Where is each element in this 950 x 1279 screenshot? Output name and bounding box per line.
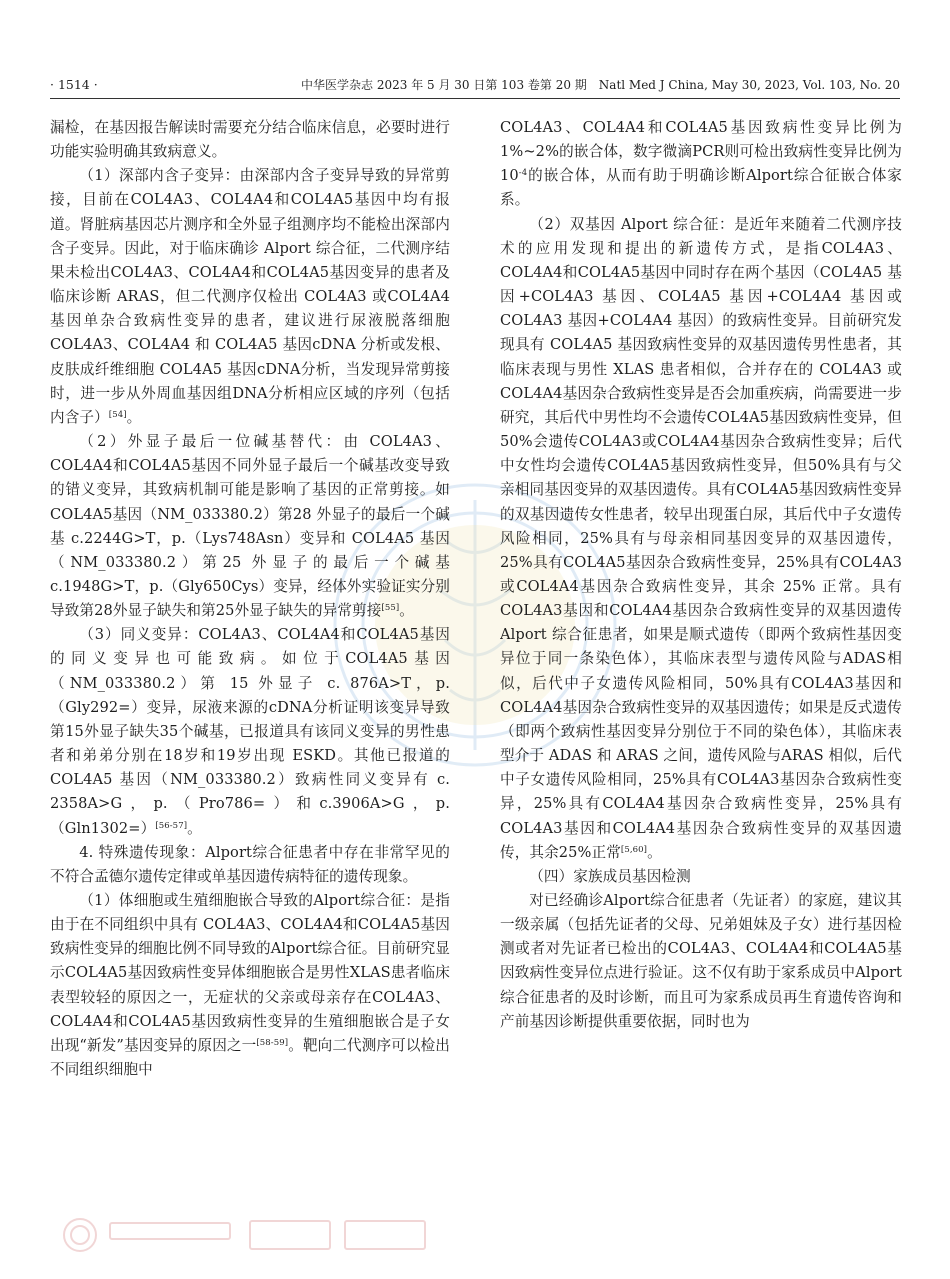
left-column bbox=[50, 116, 450, 1236]
paragraph-mosaic: （1）体细胞或生殖细胞嵌合导致的Alport综合征：是指由于在不同组织中具有 COL4A3、COL4A4和COL4A5基因致病性变异的细胞比例不同导致的Alport综合征。目前研究显示COL4A5基因致病性变异体细胞嵌合是男性XLAS患者临床表型较轻的原因之一，无症状的父亲或母亲存在COL4A3、COL4A4和COL4A5基因致病性变异的生殖细胞嵌合是子女出现“新发”基因变异的原因之一[58-59]。靶向二代测序可以检出不同组织细胞中 bbox=[50, 892, 450, 1079]
paragraph-last-base: （2）外显子最后一位碱基替代：由 COL4A3、COL4A4和COL4A5基因不同外显子最后一个碱基改变导致的错义变异，其致病机制可能是影响了基因的正常剪接。如COL4A5基因（NM_033380.2）第28 外显子的最后一个碱基 c.2244G>T，p.（Lys748Asn）变异和 COL4A5 基因（NM_033380.2）第25 外显子的最后一个碱基 c.1948G>T，p.（Gly650Cys）变异，经体外实验证实分别导致第28外显子缺失和第25外显子缺失的异常剪接[55]。 bbox=[50, 433, 450, 620]
running-header bbox=[50, 74, 900, 99]
section-heading: （四）家族成员基因检测 bbox=[529, 867, 691, 885]
paragraph: 漏检，在基因报告解读时需要充分结合临床信息，必要时进行功能实验明确其致病意义。 bbox=[50, 119, 450, 161]
paragraph-deep-intron: （1）深部内含子变异：由深部内含子变异导致的异常剪接，目前在COL4A3、COL4A4和COL4A5基因中均有报道。肾脏病基因芯片测序和全外显子组测序均不能检出深部内含子变异。因此，对于临床确诊 Alport 综合征，二代测序结果未检出COL4A3、COL4A4和COL4A5基因变异的患者及临床诊断 ARAS，但二代测序仅检出 COL4A3 或COL4A4基因单杂合致病性变异的患者，建议进行尿液脱落细胞 COL4A3、COL4A4 和 COL4A5 基因cDNA 分析或发根、皮肤成纤维细胞 COL4A5 基因cDNA分析，当发现异常剪接时，进一步从外周血基因组DNA分析相应区域的序列（包括内含子）[54]。 bbox=[50, 167, 450, 426]
citation-ref: [58-59] bbox=[256, 1037, 289, 1048]
paragraph: COL4A3、COL4A4和COL4A5基因致病性变异比例为1%~2%的嵌合体，数字微滴PCR则可检出致病性变异比例为$10^{-4}$的嵌合体，从而有助于明确诊断Alport综合征嵌合体家系。 bbox=[500, 119, 902, 209]
journal-citation: 中华医学杂志 2023 年 5 月 30 日第 103 卷第 20 期 Natl Med J China, May 30, 2023, Vol. 103, No. 20 bbox=[301, 78, 900, 92]
right-column bbox=[500, 116, 902, 1236]
page-number: · 1514 · bbox=[50, 77, 98, 92]
citation-ref: [55] bbox=[381, 603, 400, 614]
citation-ref: [5,60] bbox=[620, 844, 648, 855]
paragraph-family-testing: 对已经确诊Alport综合征患者（先证者）的家庭，建议其一级亲属（包括先证者的父母、兄弟姐妹及子女）进行基因检测或者对先证者已检出的COL4A3、COL4A4和COL4A5基因致病性变异位点进行验证。这不仅有助于家系成员中Alport综合征患者的及时诊断，而且可为家系成员再生育遗传咨询和产前基因诊断提供重要依据，同时也为 bbox=[500, 892, 902, 1030]
citation-ref: [56-57] bbox=[155, 820, 188, 831]
paragraph-digenic: （2）双基因 Alport 综合征：是近年来随着二代测序技术的应用发现和提出的新遗传方式，是指COL4A3、COL4A4和COL4A5基因中同时存在两个基因（COL4A5 基因+COL4A3 基因、COL4A5 基因+COL4A4 基因或 COL4A3 基因+COL4A4 基因）的致病性变异。目前研究发现具有 COL4A5 基因致病性变异的双基因遗传男性患者，其临床表现与男性 XLAS 患者相似，合并存在的 COL4A3 或COL4A4基因杂合致病性变异是否会加重疾病，尚需要进一步研究，其后代中男性均不会遗传COL4A5基因致病性变异，但50%会遗传COL4A3或COL4A4基因杂合致病性变异；后代中女性均会遗传COL4A5基因致病性变异，但50%具有与父亲相同基因变异的双基因遗传。具有COL4A5基因致病性变异的双基因遗传女性患者，较早出现蛋白尿，其后代中子女遗传风险相同，25%具有与母亲相同基因变异的双基因遗传，25%具有COL4A5基因杂合致病性变异，25%具有COL4A3或COL4A4基因杂合致病性变异，其余 25% 正常。具有COL4A3基因和COL4A4基因杂合致病性变异的双基因遗传 Alport 综合征患者，如果是顺式遗传（即两个致病性基因变异位于同一条染色体），其临床表型与遗传风险与ADAS相似，后代中子女遗传风险相同，50%具有COL4A3基因和COL4A4基因杂合致病性变异的双基因遗传；如果是反式遗传（即两个致病性基因变异分别位于不同的染色体），其临床表型介于 ADAS 和 ARAS 之间，遗传风险与ARAS 相似，后代中子女遗传风险相同，25%具有COL4A3基因杂合致病性变异，25%具有COL4A4基因杂合致病性变异，25%具有COL4A3基因和COL4A4基因杂合致病性变异的双基因遗传，其余25%正常[5,60]。 bbox=[500, 215, 902, 861]
paragraph-synonymous: （3）同义变异：COL4A3、COL4A4和COL4A5基因的同义变异也可能致病。如位于COL4A5基因（NM_033380.2）第 15 外显子 c. 876A>T，p.（Gly292=）变异，尿液来源的cDNA分析证明该变异导致第15外显子缺失35个碱基，已报道具有该同义变异的男性患者和弟弟分别在18岁和19岁出现 ESKD。其他已报道的 COL4A5 基因（NM_033380.2）致病性同义变异有 c. 2358A>G，p.（Pro786=）和c.3906A>G，p.（Gln1302=）[56-57]。 bbox=[50, 626, 450, 837]
paragraph-special-inheritance: 4. 特殊遗传现象：Alport综合征患者中存在非常罕见的不符合孟德尔遗传定律或单基因遗传病特征的遗传现象。 bbox=[50, 843, 450, 885]
citation-ref: [54] bbox=[108, 409, 127, 420]
superscript: -4 bbox=[518, 168, 528, 179]
